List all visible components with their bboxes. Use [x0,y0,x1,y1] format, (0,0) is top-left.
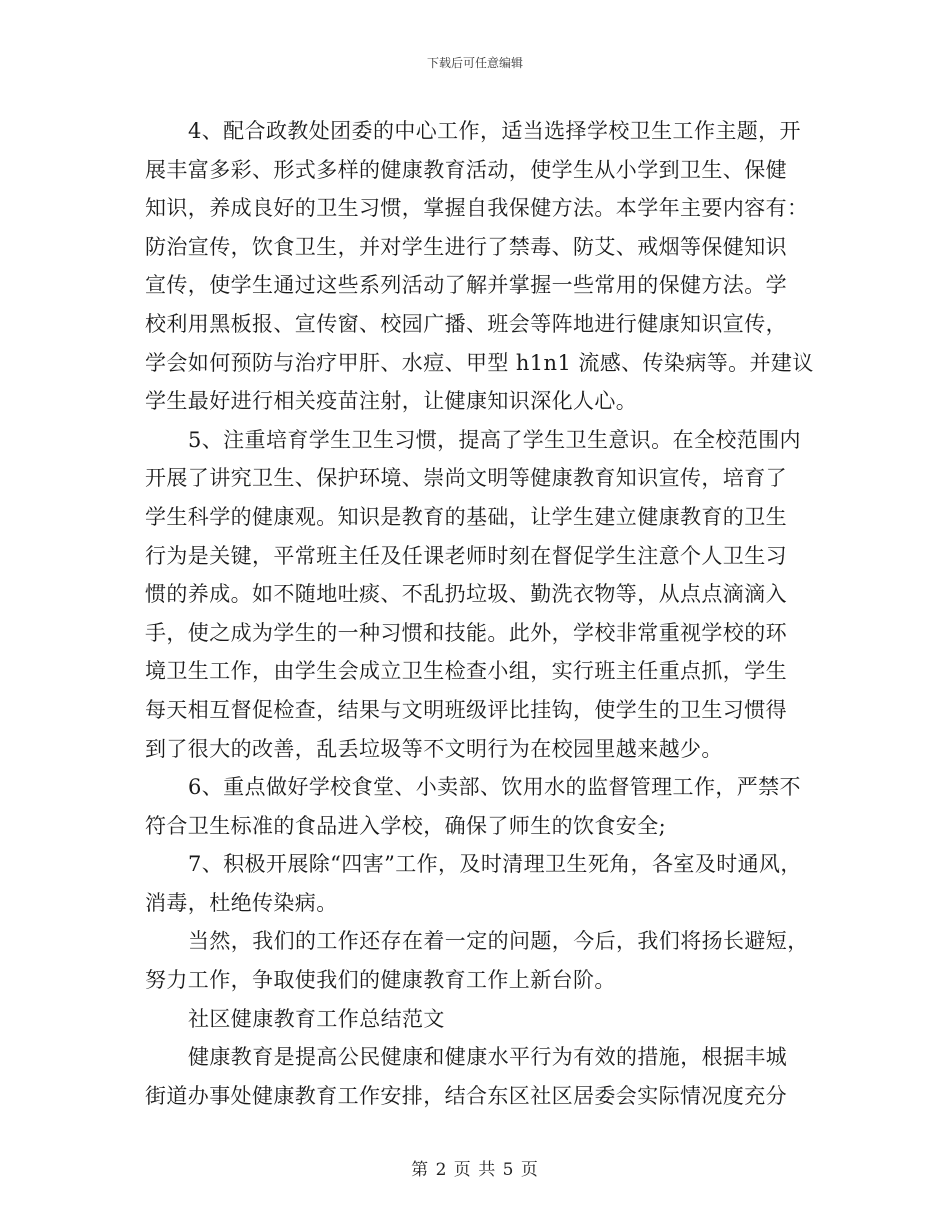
text-line: 宣传，使学生通过这些系列活动了解并掌握一些常用的保健方法。学 [145,273,787,298]
text-line: 境卫生工作，由学生会成立卫生检查小组，实行班主任重点抓，学生 [145,659,787,684]
text-line: 行为是关键，平常班主任及任课老师时刻在督促学生注意个人卫生习 [145,543,787,568]
text-line: 手，使之成为学生的一种习惯和技能。此外，学校非常重视学校的环 [145,620,787,645]
text-line: 健康教育是提高公民健康和健康水平行为有效的措施，根据丰城 [188,1045,788,1070]
section-title: 社区健康教育工作总结范文 [188,1006,445,1031]
text-line: 开展了讲究卫生、保护环境、崇尚文明等健康教育知识宣传，培育了 [145,466,787,491]
page-number: 第 2 页 共 5 页 [411,1160,539,1180]
text-line: 每天相互督促检查，结果与文明班级评比挂钩，使学生的卫生习惯得 [145,697,787,722]
text-line: 当然，我们的工作还存在着一定的问题，今后，我们将扬长避短， [188,929,809,954]
text-line: 7、积极开展除“四害”工作，及时清理卫生死角，各室及时通风， [188,852,802,877]
text-line: 到了很大的改善，乱丢垃圾等不文明行为在校园里越来越少。 [145,736,723,761]
text-line: 符合卫生标准的食品进入学校，确保了师生的饮食安全; [145,813,667,838]
text-line: 6、重点做好学校食堂、小卖部、饮用水的监督管理工作，严禁不 [188,775,801,800]
document-body [145,112,814,1115]
text-line: 4、配合政教处团委的中心工作，适当选择学校卫生工作主题，开 [188,119,801,143]
text-line: 学会如何预防与治疗甲肝、水痘、甲型 h1n1 流感、传染病等。并建议 [145,350,814,375]
text-line: 学生科学的健康观。知识是教育的基础，让学生建立健康教育的卫生 [145,504,787,529]
text-line: 防治宣传，饮食卫生，并对学生进行了禁毒、防艾、戒烟等保健知识 [145,234,787,259]
text-line: 惯的养成。如不随地吐痰、不乱扔垃圾、勤洗衣物等，从点点滴滴入 [145,582,787,607]
text-line: 知识，养成良好的卫生习惯，掌握自我保健方法。本学年主要内容有： [145,196,809,221]
text-line: 街道办事处健康教育工作安排，结合东区社区居委会实际情况度充分 [145,1083,787,1108]
text-line: 展丰富多彩、形式多样的健康教育活动，使学生从小学到卫生、保健 [145,157,787,182]
text-line: 5、注重培育学生卫生习惯，提高了学生卫生意识。在全校范围内 [188,427,801,452]
text-line: 努力工作，争取使我们的健康教育工作上新台阶。 [145,968,616,993]
page-header: 下载后可任意编辑 [426,56,523,70]
text-line: 消毒，杜绝传染病。 [145,890,338,915]
text-line: 校利用黑板报、宣传窗、校园广播、班会等阵地进行健康知识宣传， [145,311,787,336]
text-line: 学生最好进行相关疫苗注射，让健康知识深化人心。 [145,389,638,414]
